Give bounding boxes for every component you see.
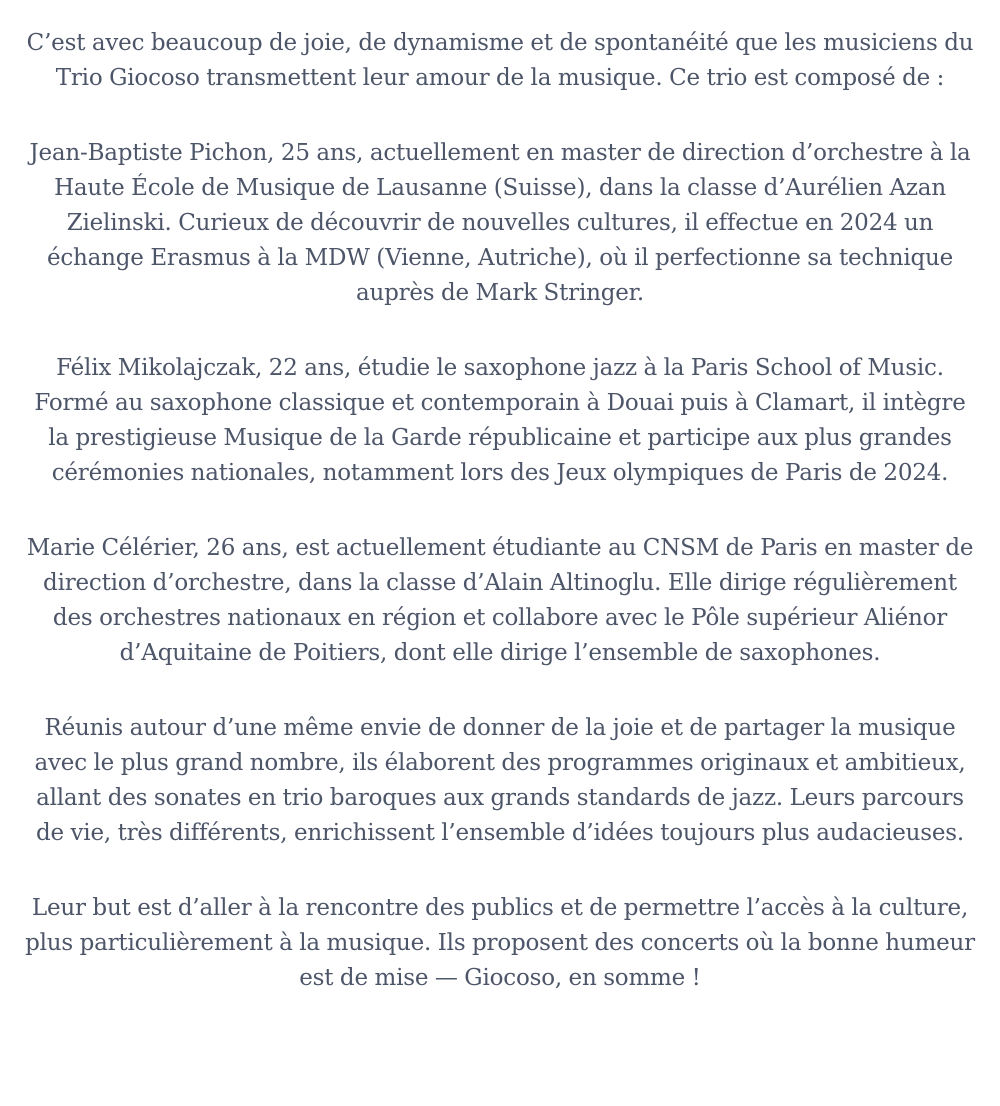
ensemble-description-paragraph: Réunis autour d’une même envie de donner de la joie et de partager la musique avec le plus grand nombre, ils élaborent des programmes originaux et ambitieux, allant des sonates en trio baroques aux grands standards de jazz. Leurs parcours de vie, très différents, enrichissent l’ensemble d’idées toujours plus audacieuses. [34,715,966,846]
bio-paragraph-marie-celerier: Marie Célérier, 26 ans, est actuellement étudiante au CNSM de Paris en master de direction d’orchestre, dans la classe d’Alain Altinoglu. Elle dirige régulièrement des orchestres nationaux en région et collabore avec le Pôle supérieur Aliénor d’Aquitaine de Poitiers, dont elle dirige l’ensemble de saxophones. [26,535,974,666]
bio-paragraph-felix-mikolajczak: Félix Mikolajczak, 22 ans, étudie le saxophone jazz à la Paris School of Music. Formé au saxophone classique et contemporain à Douai puis à Clamart, il intègre la prestigieuse Musique de la Garde républicaine et participe aux plus grandes cérémonies nationales, notamment lors des Jeux olympiques de Paris de 2024. [34,355,966,486]
bio-paragraph-jean-baptiste-pichon: Jean-Baptiste Pichon, 25 ans, actuellement en master de direction d’orchestre à la Haute École de Musique de Lausanne (Suisse), dans la classe d’Aurélien Azan Zielinski. Curieux de découvrir de nouvelles cultures, il effectue en 2024 un échange Erasmus à la MDW (Vienne, Autriche), où il perfectionne sa technique auprès de Mark Stringer. [29,140,971,306]
closing-paragraph: Leur but est d’aller à la rencontre des publics et de permettre l’accès à la culture, plus particulièrement à la musique. Ils proposent des concerts où la bonne humeur est de mise — Giocoso, en somme ! [25,895,975,991]
intro-paragraph: C’est avec beaucoup de joie, de dynamisme et de spontanéité que les musiciens du Trio Giocoso transmettent leur amour de la musique. Ce trio est composé de : [26,30,974,91]
